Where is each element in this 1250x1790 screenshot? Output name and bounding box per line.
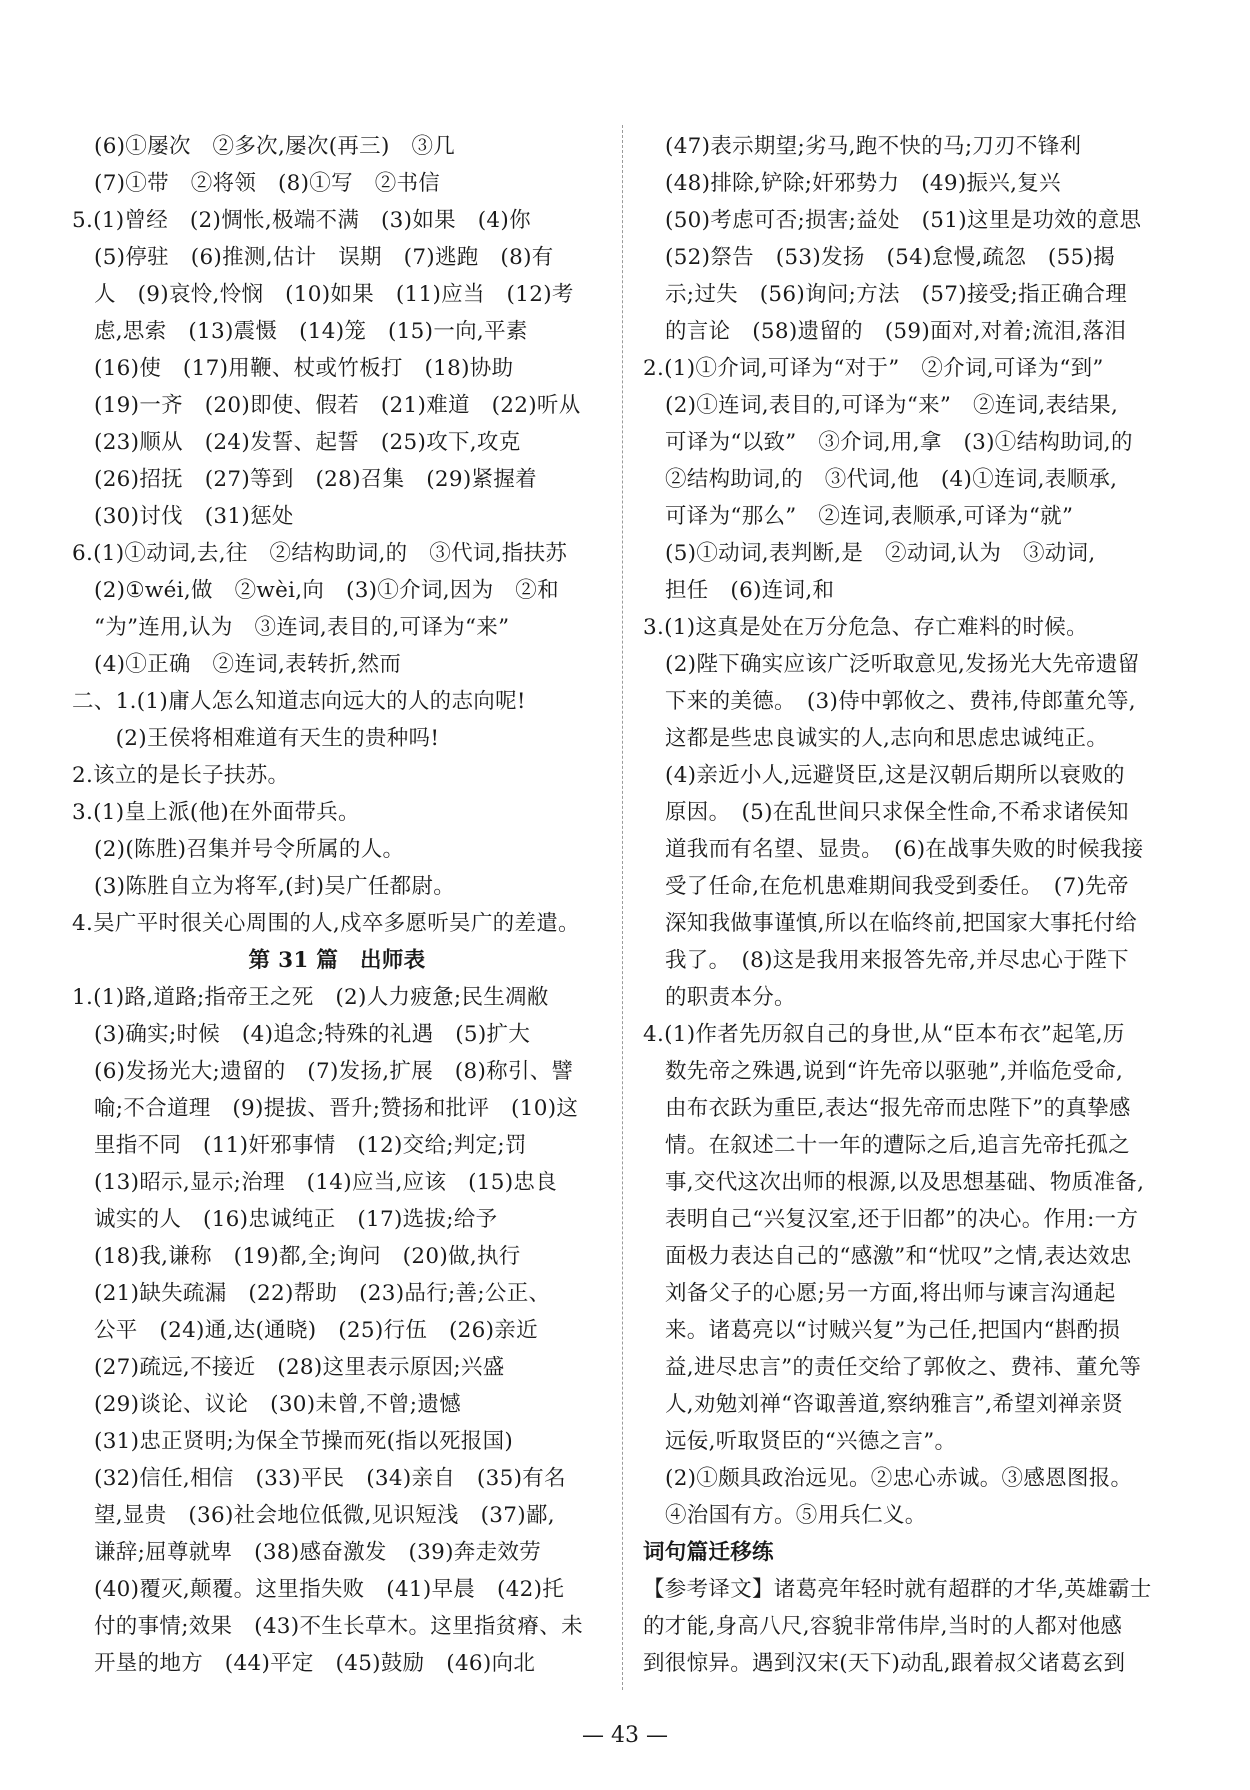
text-line: 付的事情;效果 (43)不生长草木。这里指贫瘠、未 <box>94 1614 583 1639</box>
section-title: 第 31 篇 出师表 <box>248 948 426 973</box>
text-line: (3)确实;时候 (4)追念;特殊的礼遇 (5)扩大 <box>94 1022 531 1047</box>
text-line: (6)发扬光大;遗留的 (7)发扬,扩展 (8)称引、譬 <box>94 1059 574 1084</box>
text-line: ②结构助词,的 ③代词,他 (4)①连词,表顺承, <box>665 467 1118 492</box>
text-line: 事,交代这次出师的根源,以及思想基础、物质准备, <box>665 1170 1145 1195</box>
text-line: 二、1.(1)庸人怎么知道志向远大的人的志向呢! <box>72 689 526 714</box>
text-line: 1.(1)路,道路;指帝王之死 (2)人力疲惫;民生凋敝 <box>72 985 549 1010</box>
text-line: (26)招抚 (27)等到 (28)召集 (29)紧握着 <box>94 467 537 492</box>
text-line: (31)忠正贤明;为保全节操而死(指以死报国) <box>94 1429 514 1454</box>
text-line: 原因。 (5)在乱世间只求保全性命,不希求诸侯知 <box>665 800 1129 825</box>
text-line: (29)谈论、议论 (30)未曾,不曾;遗憾 <box>94 1392 461 1417</box>
text-line: 可译为“那么” ②连词,表顺承,可译为“就” <box>665 504 1074 529</box>
text-line: (13)昭示,显示;治理 (14)应当,应该 (15)忠良 <box>94 1170 558 1195</box>
text-line: 深知我做事谨慎,所以在临终前,把国家大事托付给 <box>665 911 1138 936</box>
text-line: 面极力表达自己的“感激”和“忧叹”之情,表达效忠 <box>665 1244 1132 1269</box>
text-line: ④治国有方。⑤用兵仁义。 <box>665 1503 927 1528</box>
text-line: 望,显贵 (36)社会地位低微,见识短浅 (37)鄙, <box>94 1503 555 1528</box>
text-line: 人 (9)哀怜,怜悯 (10)如果 (11)应当 (12)考 <box>94 282 574 307</box>
text-line: 2.(1)①介词,可译为“对于” ②介词,可译为“到” <box>643 356 1104 381</box>
text-line: (3)陈胜自立为将军,(封)吴广任都尉。 <box>94 874 456 899</box>
text-line: (18)我,谦称 (19)都,全;询问 (20)做,执行 <box>94 1244 521 1269</box>
text-line: “为”连用,认为 ③连词,表目的,可译为“来” <box>94 615 510 640</box>
text-line: 的才能,身高八尺,容貌非常伟岸,当时的人都对他感 <box>643 1614 1123 1639</box>
text-line: 下来的美德。 (3)侍中郭攸之、费祎,侍郎董允等, <box>665 689 1136 714</box>
text-line: (32)信任,相信 (33)平民 (34)亲自 (35)有名 <box>94 1466 566 1491</box>
text-line: 【参考译文】诸葛亮年轻时就有超群的才华,英雄霸士 <box>643 1577 1152 1602</box>
text-line: 可译为“以致” ③介词,用,拿 (3)①结构助词,的 <box>665 430 1133 455</box>
text-line: 5.(1)曾经 (2)惆怅,极端不满 (3)如果 (4)你 <box>72 208 531 233</box>
text-line: (2)①连词,表目的,可译为“来” ②连词,表结果, <box>665 393 1119 418</box>
text-line: (4)①正确 ②连词,表转折,然而 <box>94 652 402 677</box>
page-number: — 43 — <box>582 1723 668 1748</box>
text-line: (23)顺从 (24)发誓、起誓 (25)攻下,攻克 <box>94 430 521 455</box>
text-line: 到很惊异。遇到汉宋(天下)动乱,跟着叔父诸葛玄到 <box>643 1651 1126 1676</box>
text-line: 开垦的地方 (44)平定 (45)鼓励 (46)向北 <box>94 1651 536 1676</box>
text-line: (21)缺失疏漏 (22)帮助 (23)品行;善;公正、 <box>94 1281 551 1306</box>
text-line: (30)讨伐 (31)惩处 <box>94 504 294 529</box>
text-line: (7)①带 ②将领 (8)①写 ②书信 <box>94 171 441 196</box>
text-line: 2.该立的是长子扶苏。 <box>72 763 290 788</box>
left-column <box>72 128 602 1682</box>
text-line: 虑,思索 (13)震慑 (14)笼 (15)一向,平素 <box>94 319 528 344</box>
text-line: 4.(1)作者先历叙自己的身世,从“臣本布衣”起笔,历 <box>643 1022 1125 1047</box>
text-line: 人,劝勉刘禅“咨诹善道,察纳雅言”,希望刘禅亲贤 <box>665 1392 1124 1417</box>
text-line: 词句篇迁移练 <box>643 1540 774 1565</box>
text-line: (19)一齐 (20)即使、假若 (21)难道 (22)听从 <box>94 393 581 418</box>
text-line: (4)亲近小人,远避贤臣,这是汉朝后期所以衰败的 <box>665 763 1125 788</box>
text-line: (2)陛下确实应该广泛听取意见,发扬光大先帝遗留 <box>665 652 1140 677</box>
text-line: (47)表示期望;劣马,跑不快的马;刀刃不锋利 <box>665 134 1082 159</box>
text-line: 数先帝之殊遇,说到“许先帝以驱驰”,并临危受命, <box>665 1059 1124 1084</box>
text-line: 的言论 (58)遗留的 (59)面对,对着;流泪,落泪 <box>665 319 1127 344</box>
text-line: 这都是些忠良诚实的人,志向和思虑忠诚纯正。 <box>665 726 1109 751</box>
text-line: (16)使 (17)用鞭、杖或竹板打 (18)协助 <box>94 356 514 381</box>
text-line: 的职责本分。 <box>665 985 796 1010</box>
text-line: 表明自己“兴复汉室,还于旧都”的决心。作用:一方 <box>665 1207 1139 1232</box>
text-line: 3.(1)这真是处在万分危急、存亡难料的时候。 <box>643 615 1088 640</box>
right-column <box>643 128 1193 1682</box>
text-line: (48)排除,铲除;奸邪势力 (49)振兴,复兴 <box>665 171 1061 196</box>
text-line: (6)①屡次 ②多次,屡次(再三) ③几 <box>94 134 456 159</box>
text-line: (2)(陈胜)召集并号令所属的人。 <box>94 837 405 862</box>
text-line: 道我而有名望、显贵。 (6)在战事失败的时候我接 <box>665 837 1144 862</box>
text-line: (2)①wéi,做 ②wèi,向 (3)①介词,因为 ②和 <box>94 578 559 603</box>
text-line: 谦辞;屈尊就卑 (38)感奋激发 (39)奔走效劳 <box>94 1540 542 1565</box>
text-line: 3.(1)皇上派(他)在外面带兵。 <box>72 800 360 825</box>
text-line: (52)祭告 (53)发扬 (54)怠慢,疏忽 (55)揭 <box>665 245 1116 270</box>
text-line: 喻;不合道理 (9)提拔、晋升;赞扬和批评 (10)这 <box>94 1096 579 1121</box>
text-line: (2)①颇具政治远见。②忠心赤诚。③感恩图报。 <box>665 1466 1133 1491</box>
text-line: (40)覆灭,颠覆。这里指失败 (41)早晨 (42)托 <box>94 1577 565 1602</box>
text-line: 示;过失 (56)询问;方法 (57)接受;指正确合理 <box>665 282 1128 307</box>
text-line: (50)考虑可否;损害;益处 (51)这里是功效的意思 <box>665 208 1142 233</box>
text-line: (5)①动词,表判断,是 ②动词,认为 ③动词, <box>665 541 1096 566</box>
text-line: 公平 (24)通,达(通晓) (25)行伍 (26)亲近 <box>94 1318 538 1343</box>
text-line: 受了任命,在危机患难期间我受到委任。 (7)先帝 <box>665 874 1129 899</box>
text-line: (5)停驻 (6)推测,估计 误期 (7)逃跑 (8)有 <box>94 245 554 270</box>
text-line: 里指不同 (11)奸邪事情 (12)交给;判定;罚 <box>94 1133 527 1158</box>
text-line: 我了。 (8)这是我用来报答先帝,并尽忠心于陛下 <box>665 948 1129 973</box>
text-line: 来。诸葛亮以“讨贼兴复”为己任,把国内“斟酌损 <box>665 1318 1121 1343</box>
text-line: 诚实的人 (16)忠诚纯正 (17)选拔;给予 <box>94 1207 498 1232</box>
text-line: 担任 (6)连词,和 <box>665 578 835 603</box>
text-line: 由布衣跃为重臣,表达“报先帝而忠陛下”的真挚感 <box>665 1096 1131 1121</box>
text-line: 6.(1)①动词,去,往 ②结构助词,的 ③代词,指扶苏 <box>72 541 568 566</box>
text-line: 益,进尽忠言”的责任交给了郭攸之、费祎、董允等 <box>665 1355 1142 1380</box>
text-line: 4.吴广平时很关心周围的人,戍卒多愿听吴广的差遣。 <box>72 911 580 936</box>
text-line: 远佞,听取贤臣的“兴德之言”。 <box>665 1429 957 1454</box>
text-line: 情。在叙述二十一年的遭际之后,追言先帝托孤之 <box>665 1133 1130 1158</box>
text-line: (2)王侯将相难道有天生的贵种吗! <box>72 726 440 751</box>
column-divider <box>622 125 623 1690</box>
text-line: 刘备父子的心愿;另一方面,将出师与谏言沟通起 <box>665 1281 1116 1306</box>
text-line: (27)疏远,不接近 (28)这里表示原因;兴盛 <box>94 1355 505 1380</box>
